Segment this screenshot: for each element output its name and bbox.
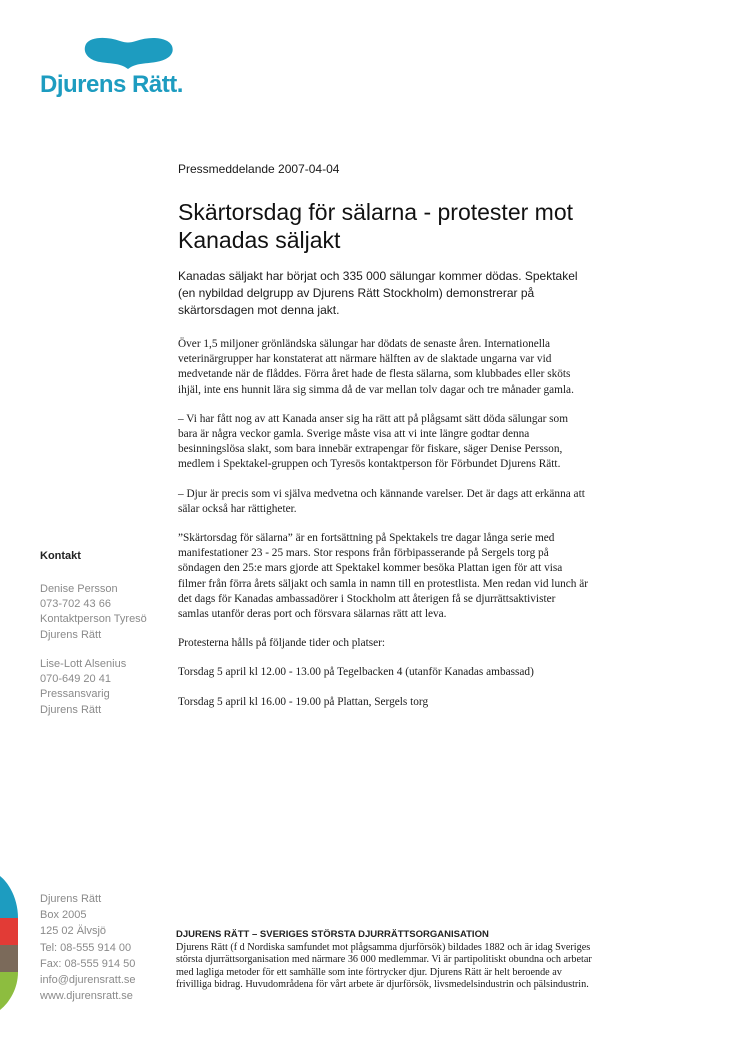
contact-phone: 073-702 43 66 [40,598,111,611]
address-postal: 125 02 Älvsjö [40,925,107,938]
contact-person [40,657,126,718]
contact-phone: 070-649 20 41 [40,673,111,686]
address-tel: Tel: 08-555 914 00 [40,941,132,954]
stripe-green [0,972,18,1010]
address-email: info@djurensratt.se [40,974,136,987]
address-web: www.djurensratt.se [40,990,133,1003]
paragraph: – Vi har fått nog av att Kanada anser sig ha rätt att på plågsamt sätt döda sälungar som bara är några veckor gamla. Sverige måste visa att vi inte längre godtar denna besinningslösa slakt, som bara innebär extrapengar för fiskare, säger Denise Persson, medlem i Spektakel-gruppen och Tyresös kontaktperson för Förbundet Djurens Rätt. [178,412,568,471]
address-fax: Fax: 08-555 914 50 [40,957,136,970]
lead-paragraph: Kanadas säljakt har börjat och 335 000 sälungar kommer dödas. Spektakel (en nybildad delgrupp av Djurens Rätt Stockholm) demonstrerar på skärtorsdagen mot denna jakt. [178,269,578,317]
body-text [178,337,588,724]
stripe-brown [0,945,18,972]
contact-person [40,582,147,643]
paragraph: Protesterna hålls på följande tider och platser: [178,637,386,650]
stripe-blue [0,876,18,918]
footer-title: DJURENS RÄTT – SVERIGES STÖRSTA DJURRÄTTSORGANISATION [176,929,489,940]
contact-org: Djurens Rätt [40,628,102,641]
address-box: Box 2005 [40,909,87,922]
heart-icon [80,36,176,70]
footer-text: Djurens Rätt (f d Nordiska samfundet mot plågsamma djurförsök) bildades 1882 och är idag Sveriges största djurrättsorganisation med närmare 36 000 medlemmar. Vi är partipolitiskt obundna och arbetar med lagliga metoder för ett samhälle som inte förtrycker djur. Djurens Rätt är helt beroende av frivilliga bidrag. Huvudområdena för vårt arbete är djurförsök, livsmedelsindustrin och pälsindustrin. [176,942,592,990]
contact-name: Denise Persson [40,583,118,595]
contact-org: Djurens Rätt [40,703,102,716]
paragraph: Torsdag 5 april kl 12.00 - 13.00 på Tegelbacken 4 (utanför Kanadas ambassad) [178,666,534,679]
press-date: Pressmeddelande 2007-04-04 [178,162,340,176]
contact-name: Lise-Lott Alsenius [40,658,127,670]
logo-text: Djurens Rätt. [40,71,183,98]
address-block [40,891,136,1004]
contact-role: Pressansvarig [40,688,110,701]
color-stripes [0,876,20,1016]
headline: Skärtorsdag för sälarna - protester mot Kanadas säljakt [178,199,573,253]
paragraph: Över 1,5 miljoner grönländska sälungar har dödats de senaste åren. Internationella veterinärgrupper har konstaterat att närmare hälften av de slaktade ungarna var vid medvetande när de flåddes. Förra året hade de flesta sälarna, som klubbades eller sköts ihjäl, inte ens hunnit lära sig simma då de var mellan tolv dagar och tre månader gamla. [178,338,574,396]
paragraph: Torsdag 5 april kl 16.00 - 19.00 på Plattan, Sergels torg [178,695,429,708]
paragraph: ”Skärtorsdag för sälarna” är en fortsättning på Spektakels tre dagar långa serie med manifestationer 23 - 25 mars. Stor respons från förbipasserande på Sergels torg på söndagen den 25:e mars gjorde att Spektakel kommer besöka Plattan igen för att visa filmer från förra årets säljakt och samla in namn till en protestlista. Men redan vid lunch är det dags för Kanadas ambassadörer i Stockholm att återigen få se djurrättsaktivister samlas utanför deras port och försvara sälarnas rätt att leva. [178,532,589,621]
stripe-red [0,918,18,945]
contact-title: Kontakt [40,550,81,562]
contact-role: Kontaktperson Tyresö [40,613,147,626]
address-org: Djurens Rätt [40,893,102,905]
logo [40,36,200,98]
paragraph: – Djur är precis som vi själva medvetna och kännande varelser. Det är dags att erkänna att sälar också har rättigheter. [178,487,585,515]
